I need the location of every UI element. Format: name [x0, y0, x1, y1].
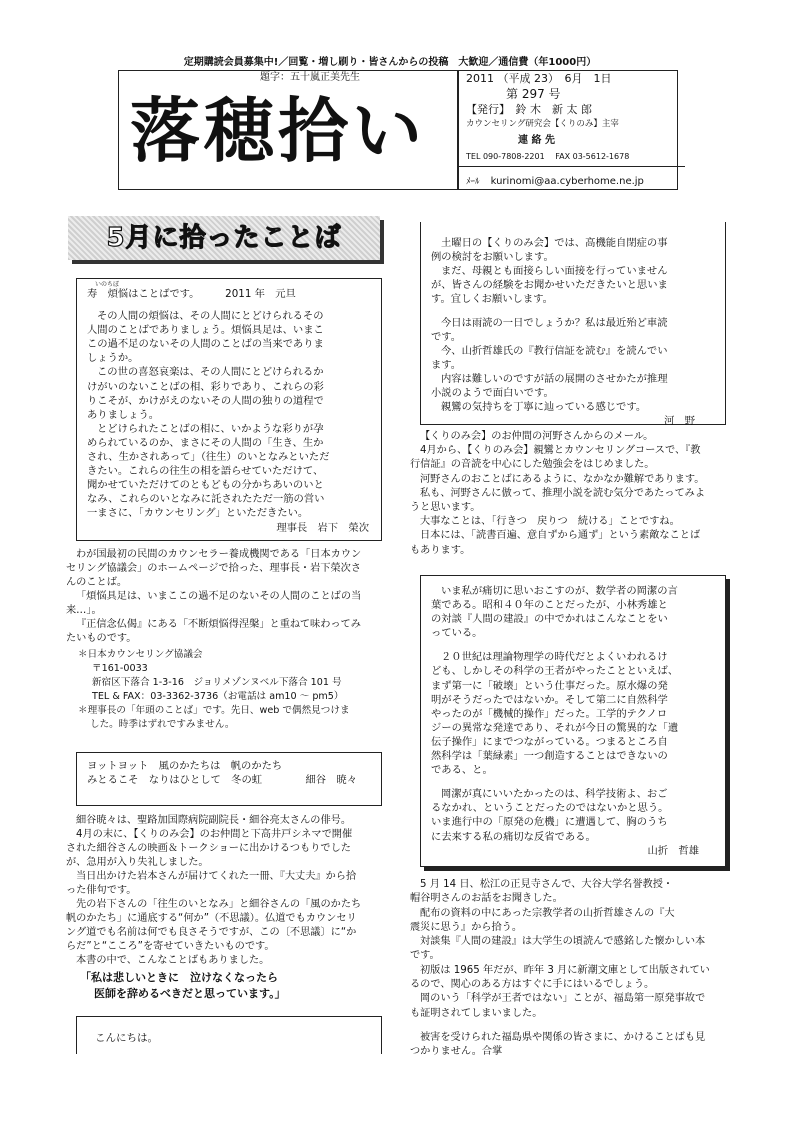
box1-line: 一まさに、「カウンセリング」といただきたい。 [87, 507, 309, 520]
para4-line: も証明されてしまいました。 [410, 1007, 543, 1019]
box4-line: す。宜しくお願いします。 [431, 293, 553, 305]
box4-line: 例の検討をお願いします。 [431, 251, 554, 263]
para3-line: 私も、河野さんに倣って、推理小説を読む気分であたってみよ [420, 487, 706, 499]
address-block [78, 648, 398, 732]
para4-line: つかりません。合掌 [410, 1046, 503, 1058]
box1-line: しょうか。 [87, 352, 139, 365]
box1-line: められているのか、まさにその人間の「生き、生か [87, 436, 324, 449]
box5-line: ジーの異常な発達であり、それが今日の驚異的な「遺 [431, 721, 679, 734]
box4-line [431, 306, 715, 316]
box4-line: が、皆さんの経験をお聞かせいただきたいと思いま [431, 279, 668, 291]
box4-line: まだ、母親とも面接らしい面接を行っていません [441, 265, 668, 277]
para2-line: 本書の中で、こんなことばもありました。 [76, 955, 270, 966]
haiku-box [76, 752, 382, 806]
para2-line: 4月の末に、【くりのみ会】のお仲間と下高井戸シネマで開催 [76, 829, 353, 840]
box5-line: まず第一に「破壊」という仕事だった。原水爆の発 [431, 679, 668, 692]
box5-signature: 山折 哲雄 [647, 844, 699, 857]
box5-line: 伝子操作」にまでつながっている。つまるところ自 [431, 735, 668, 748]
box5-line: に去来する私の痛切な反省である。 [431, 830, 596, 843]
header-notice: 定期購読会員募集中!／回覧・増し刷り・皆さんからの投稿 大歓迎／通信費（年1000円） [183, 57, 597, 68]
para-yamaori [410, 878, 740, 1060]
address-line: TEL & FAX：03-3362-3736（お電話は am10 ～ pm5） [92, 691, 344, 702]
para1-line: 『正信念仏偈』にある「不断煩悩得涅槃」と重ねて味わってみ [76, 619, 361, 630]
publisher: 【発行】 鈴 木 新 太 郎 [466, 103, 592, 116]
box1-line: ありましょう。 [87, 408, 160, 421]
greeting-box [76, 1016, 382, 1054]
essay-box-yamaori [420, 575, 726, 867]
banner-text: 5月に拾ったことば [106, 223, 342, 253]
doctor-quote [80, 970, 400, 1002]
para2-line: 細谷暁々は、聖路加国際病院副院長・細谷亮太さんの俳号。 [76, 815, 352, 826]
address-line: 〒161-0033 [92, 663, 148, 674]
box5-line: 岡潔が真にいいたかったのは、科学技術よ、おご [441, 788, 668, 801]
para2-line: 当日出かけた岩本さんが届けてくれた一冊、『大丈夫』から拾 [76, 871, 357, 882]
para1-line: セリング協議会」のホームページで拾った、理事長・岩下榮次さ [66, 563, 362, 574]
box1-line: りこそが、かけがえのないその人間の独りの道程で [87, 394, 324, 407]
box4-line: 土曜日の【くりのみ会】では、高機能自閉症の事 [441, 237, 668, 249]
box5-line: るなかれ、ということだったのではないかと思う。 [431, 802, 669, 815]
box1-signature: 理事長 岩下 榮次 [276, 521, 369, 534]
para4-line: 被害を受けられた福島県や関係の皆さまに、かけることばも見 [420, 1031, 706, 1043]
mail-address[interactable]: kurinomi@aa.cyberhome.ne.jp [490, 176, 644, 187]
box4-line: 小説のようで面白いです。 [431, 387, 554, 399]
box4-line: 今日は雨読の一日でしょうか？私は最近殆ど車読 [441, 317, 668, 329]
para1-line: 来…」。 [66, 605, 102, 616]
issue-number: 第 297 号 [506, 87, 561, 101]
address-line: ＊日本カウンセリング協議会 [78, 649, 203, 660]
para4-line [410, 1021, 740, 1031]
para3-line: 日本には、「読書百遍、意自ずから通ず」という素敵なことば [420, 530, 701, 542]
para4-line: 5 月 14 日、松江の正見寺さんで、大谷大学名誉教授・ [420, 879, 674, 890]
header-info [466, 72, 676, 188]
box5-line: 葉である。昭和４０年のことだったが、小林秀雄と [431, 599, 668, 612]
box1-line: 人間のことばでありましょう。煩悩具足は、いまこ [87, 324, 324, 337]
para4-line: るので、関心のある方はすぐに手にはいるでしょう。 [410, 979, 655, 991]
para3-line: 行信証』の音読を中心にした勉強会をはじめました。 [410, 459, 655, 471]
para4-line: 震災に思う』から拾う。 [410, 921, 523, 933]
box4-line: ます。 [431, 359, 462, 371]
organization: カウンセリング研究会【くりのみ】主宰 [466, 119, 619, 129]
para3-line: 4月から、【くりのみ会】親鸞とカウンセリングコースで、『教 [420, 445, 701, 457]
newsletter-title: 落穂拾い [130, 89, 426, 172]
box1-line: 寿 煩悩はことばです。 2011 年 元旦 [87, 288, 296, 300]
para2-line: 先の岩下さんの「往生のいとなみ」と細谷さんの「風のかたち [76, 899, 362, 910]
box1-line: 聞かせていただけてのともどもの分かちあいのいと [87, 479, 324, 492]
para-hosoya [66, 814, 396, 968]
box5-line: ２０世紀は理論物理学の時代だとよくいわれるけ [441, 651, 668, 664]
para3-line: うと思います。 [410, 502, 481, 514]
greeting-text: こんにちは。 [95, 1032, 158, 1044]
para2-line: ング道でも名前は何でも良さそうですが、この〔不思議〕に“か [66, 927, 357, 938]
address-line: 新宿区下落合 1-3-16 ジョリメゾンヌベル下落合 101 号 [92, 677, 342, 688]
box1-line: とどけられたことばの相に、いかような彩りが孕 [97, 422, 324, 435]
box5-line [431, 777, 715, 787]
haiku-line: みとるこそ なりはひとして 冬の虹 [87, 774, 263, 786]
box1-line: きたい。これらの往生の相を語らせていただけて、 [87, 465, 324, 478]
para2-line: らだ”と“こころ”を寄せていきたいものです。 [66, 941, 275, 952]
box1-line: され、生かされあって」（往生）のいとなみといただ [87, 451, 330, 464]
para4-line: 帽谷明さんのお話をお聞きした。 [410, 893, 563, 905]
contact-label: 連 絡 先 [518, 135, 555, 146]
para1-line: んのことば。 [66, 577, 128, 588]
para2-line: された細谷さんの映画＆トークショーに出かけるつもりでした [66, 843, 351, 854]
box1-line [87, 301, 373, 309]
quote-box-iwashita [76, 278, 382, 541]
para3-line: もあります。 [410, 544, 471, 556]
box1-line: なみ、これらのいとなみに託されたただ一筋の営い [87, 493, 325, 506]
calligraphy-credit: 題字：五十嵐正美先生 [260, 72, 360, 83]
box5-line: いま進行中の「原発の危機」に遭遇して、胸のうち [431, 816, 668, 829]
para-kono [410, 430, 740, 558]
box5-line: 明がそうだったではないか。そして第二に自然科学 [431, 693, 668, 706]
para4-line: 配布の資料の中にあった宗教学者の山折哲雄さんの『大 [420, 907, 675, 919]
note-line: ＊理事長の「年頭のことば」です。先日、web で偶然見つけま [78, 705, 350, 716]
box5-line: やったのが「機械的操作」だった。工学的テクノロ [431, 707, 668, 720]
para4-line: 岡のいう「科学が王者ではない」ことが、福島第一原発事故で [420, 993, 706, 1005]
box4-line: です。 [431, 331, 462, 343]
para2-line: 帆のかたち」に通底する“何か”（不思議）。仏道でもカウンセリ [66, 913, 357, 924]
ruby-kotobuki: いのちぼ [95, 281, 120, 288]
box4-line: 内容は難しいのですが話の展開のさせかたが推理 [441, 373, 668, 385]
box5-line: の対談『人間の建設』の中でかれはこんなことをい [431, 613, 668, 626]
box5-line: いま私が痛切に思いおこすのが、数学者の岡潔の言 [441, 585, 678, 597]
box1-line: この過不足のないその人間のことばの当来でありま [87, 338, 324, 351]
box5-line: ども、しかしその科学の王者がやったことといえば、 [431, 665, 679, 678]
para2-line: が、急用が入り失礼しました。 [66, 857, 209, 868]
quote-line: 医師を辞めるべきだと思っています。」 [94, 987, 286, 1000]
phone-fax: TEL 090-7808-2201 FAX 03-5612-1678 [466, 152, 630, 161]
box5-line: っている。 [431, 627, 483, 640]
box5-line: 然科学は「葉緑素」一つ創造することはできないの [431, 750, 668, 763]
box1-body [87, 287, 373, 535]
box1-line: けがいのないことばの相、彩りであり、これらの彩 [87, 380, 324, 393]
para4-line: 初版は 1965 年だが、昨年 3 月に新潮文庫として出版されてい [420, 964, 710, 976]
para2-line: った俳句です。 [66, 885, 137, 896]
box4-signature: 河 野 [664, 415, 695, 427]
haiku-line: ヨットヨット 風のかたちは 帆のかたち [87, 760, 283, 772]
issue-date: 2011 （平成 23） 6月 1日 [466, 72, 612, 85]
box4-line: 今、山折哲雄氏の『教行信証を読む』を読んでい [441, 345, 668, 357]
para1-line: 「煩悩具足は、いまここの過不足のないその人間のことばの当 [76, 591, 362, 602]
box5-line [431, 640, 715, 650]
box4-line: 親鸞の気持ちを丁寧に辿っている感じです。 [441, 401, 647, 413]
para3-line: 河野さんのおことばにあるように、なかなか難解であります。 [420, 473, 705, 485]
box5-line: である、と。 [431, 764, 493, 777]
box1-line: その人間の煩悩は、その人間にとどけられるその [97, 310, 324, 323]
para4-line: 対談集『人間の建設』は大学生の頃読んで感銘した懐かしい本 [420, 936, 706, 948]
quote-line: 「私は悲しいときに 泣けなくなったら [80, 971, 278, 984]
mail-box-kono [420, 222, 726, 425]
note-line: した。時季はずれですみません。 [90, 719, 235, 730]
para3-line: 【くりのみ会】のお仲間の河野さんからのメール。 [420, 431, 654, 442]
para1-line: わが国最初の民間のカウンセラー養成機関である「日本カウン [76, 549, 362, 560]
mail-label: ﾒｰﾙ [466, 177, 480, 187]
para3-line: 大事なことは、「行きつ 戻りつ 続ける」ことですね。 [420, 516, 680, 528]
para-intro-iwashita [66, 548, 396, 646]
box1-line: この世の喜怒哀楽は、その人間にとどけられるか [97, 366, 324, 379]
para1-line: たいものです。 [66, 633, 137, 644]
haiku-signature: 細谷 暁々 [305, 774, 357, 786]
para4-line: です。 [410, 950, 440, 962]
banner [68, 216, 380, 260]
